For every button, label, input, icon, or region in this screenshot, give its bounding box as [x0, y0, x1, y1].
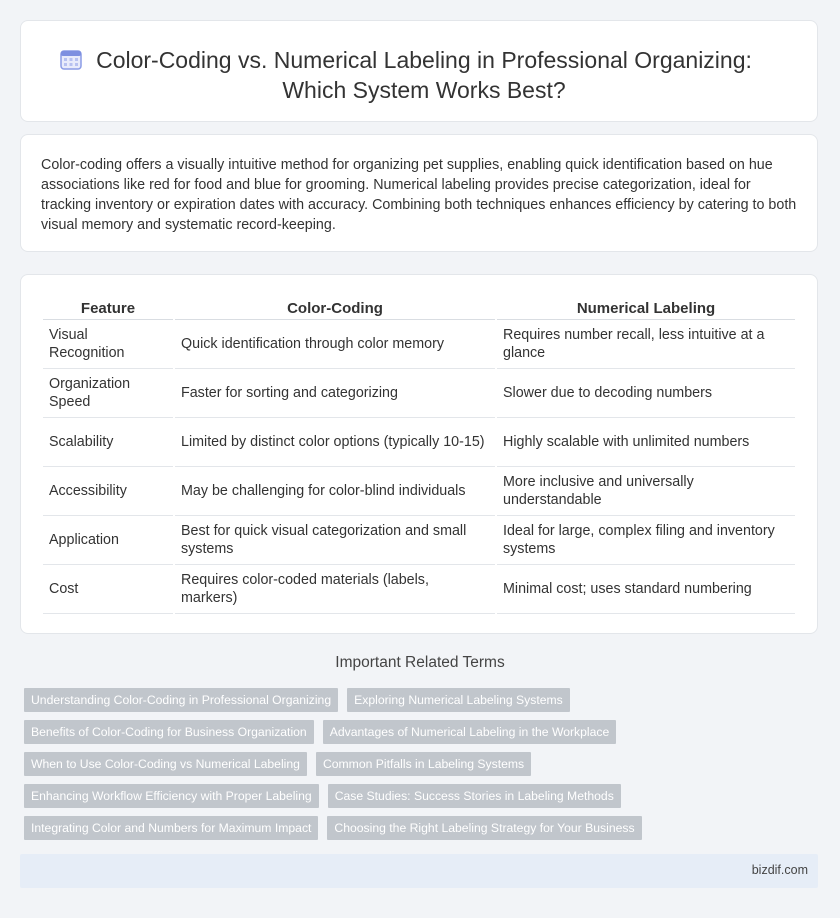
table-row — [43, 565, 795, 614]
table-header-row — [43, 297, 795, 320]
feature-cell: Visual Recognition — [43, 320, 173, 369]
related-term-link[interactable]: Common Pitfalls in Labeling Systems — [316, 752, 531, 776]
related-term-link[interactable]: Choosing the Right Labeling Strategy for Your Business — [327, 816, 641, 840]
footer-bar — [20, 854, 818, 888]
table-row — [43, 320, 795, 369]
color-coding-cell: Quick identification through color memory — [175, 320, 495, 369]
numerical-labeling-cell: Minimal cost; uses standard numbering — [497, 565, 795, 614]
color-coding-cell: Limited by distinct color options (typically 10-15) — [175, 418, 495, 467]
header-numerical-labeling: Numerical Labeling — [497, 297, 795, 320]
footer-brand-link[interactable]: bizdif.com — [751, 863, 808, 877]
table-row — [43, 418, 795, 467]
intro-card — [20, 134, 818, 252]
title-card — [20, 20, 818, 122]
header-feature: Feature — [43, 297, 173, 320]
feature-cell: Scalability — [43, 418, 173, 467]
color-coding-cell: Requires color-coded materials (labels, markers) — [175, 565, 495, 614]
related-term-link[interactable]: Case Studies: Success Stories in Labeling Methods — [328, 784, 621, 808]
numerical-labeling-cell: Ideal for large, complex filing and inventory systems — [497, 516, 795, 565]
page-title: Color-Coding vs. Numerical Labeling in Professional Organizing: Which System Works Best? — [96, 47, 752, 103]
color-coding-cell: Faster for sorting and categorizing — [175, 369, 495, 418]
feature-cell: Cost — [43, 565, 173, 614]
related-terms-title: Important Related Terms — [335, 654, 505, 671]
related-term-link[interactable]: Exploring Numerical Labeling Systems — [347, 688, 570, 712]
table-row — [43, 467, 795, 516]
related-term-link[interactable]: Enhancing Workflow Efficiency with Proper Labeling — [24, 784, 319, 808]
related-term-link[interactable]: Integrating Color and Numbers for Maximum Impact — [24, 816, 318, 840]
feature-cell: Application — [43, 516, 173, 565]
related-term-link[interactable]: Understanding Color-Coding in Professional Organizing — [24, 688, 338, 712]
comparison-table-card — [20, 274, 818, 634]
related-term-link[interactable]: Advantages of Numerical Labeling in the Workplace — [323, 720, 617, 744]
numerical-labeling-cell: Highly scalable with unlimited numbers — [497, 418, 795, 467]
related-term-link[interactable]: Benefits of Color-Coding for Business Organization — [24, 720, 314, 744]
header-color-coding: Color-Coding — [175, 297, 495, 320]
comparison-table — [41, 297, 797, 614]
intro-paragraph: Color-coding offers a visually intuitive method for organizing pet supplies, enabling quick identification based on hue associations like red for food and blue for grooming. Numerical labeling provides precise categorization, ideal for tracking inventory or expiration dates with accuracy. Combining both techniques enhances efficiency by catering to both visual memory and systematic record-keeping. — [41, 157, 797, 233]
table-row — [43, 516, 795, 565]
numerical-labeling-cell: More inclusive and universally understandable — [497, 467, 795, 516]
related-term-link[interactable]: When to Use Color-Coding vs Numerical Labeling — [24, 752, 307, 776]
table-row — [43, 369, 795, 418]
numerical-labeling-cell: Slower due to decoding numbers — [497, 369, 795, 418]
related-terms-list — [24, 688, 824, 848]
color-coding-cell: May be challenging for color-blind individuals — [175, 467, 495, 516]
numerical-labeling-cell: Requires number recall, less intuitive at a glance — [497, 320, 795, 369]
feature-cell: Organization Speed — [43, 369, 173, 418]
feature-cell: Accessibility — [43, 467, 173, 516]
color-coding-cell: Best for quick visual categorization and small systems — [175, 516, 495, 565]
